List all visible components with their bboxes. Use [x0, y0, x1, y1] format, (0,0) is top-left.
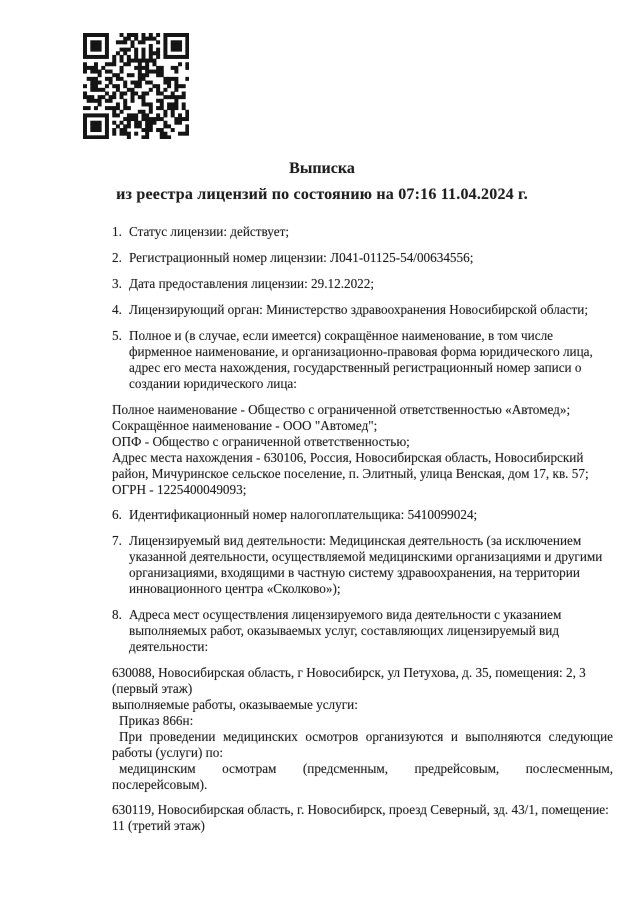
text-line: Адрес места нахождения - 630106, Россия, Новосибирская область, Новосибирский район, Мичуринское сельское поселение, п. Элитный, улица Венская, дом 17, кв. 57; [112, 450, 589, 481]
paragraph [112, 802, 613, 834]
text-line: 630088, Новосибирская область, г Новосибирск, ул Петухова, д. 35, помещения: 2, 3 (первый этаж) [112, 665, 586, 696]
text-line: Сокращённое наименование - ООО "Автомед"; [112, 418, 378, 433]
numbered-item [112, 276, 613, 292]
item-number: 6. [112, 507, 122, 522]
numbered-item [112, 507, 613, 523]
numbered-item [112, 607, 613, 655]
text-line: ОГРН - 1225400049093; [112, 482, 247, 497]
item-number: 1. [112, 224, 122, 239]
item-number: 2. [112, 250, 122, 265]
item-text: Лицензируемый вид деятельности: Медицинская деятельность (за исключением указанной деятельности, осуществляемой медицинскими организациями и другими организациями, входящими в частную систему здравоохранения, на территории инновационного центра «Сколково»); [129, 533, 603, 596]
numbered-item [112, 224, 613, 240]
text-line: Приказ 866н: [119, 713, 194, 728]
numbered-item [112, 533, 613, 597]
item-number: 7. [112, 533, 122, 548]
text-line: работы (услуги) по: [112, 745, 223, 760]
text-line: выполняемые работы, оказываемые услуги: [112, 697, 358, 712]
numbered-item [112, 328, 613, 392]
item-text: Статус лицензии: действует; [129, 224, 289, 239]
text-line: При проведении медицинских осмотров организуются и выполняются следующие [119, 729, 613, 744]
title-line-1: Выписка [289, 160, 355, 177]
item-number: 8. [112, 607, 122, 622]
item-number: 5. [112, 328, 122, 343]
paragraph [112, 665, 613, 793]
item-text: Полное и (в случае, если имеется) сокращённое наименование, в том числе фирменное наименование, и организационно-правовая форма юридического лица, адрес его места нахождения, государственный регистрационный номер записи о создании юридического лица: [129, 328, 593, 391]
document-body [112, 224, 613, 843]
text-line: медицинским осмотрам (предсменным, предрейсовым, послесменным, [119, 761, 613, 776]
title-line-2: из реестра лицензий по состоянию на 07:16 11.04.2024 г. [116, 186, 528, 203]
text-line: ОПФ - Общество с ограниченной ответственностью; [112, 434, 410, 449]
item-text: Регистрационный номер лицензии: Л041-01125-54/00634556; [129, 250, 474, 265]
item-text: Дата предоставления лицензии: 29.12.2022; [129, 276, 375, 291]
qr-code-icon [83, 33, 189, 139]
item-number: 4. [112, 302, 122, 317]
text-line: Полное наименование - Общество с ограниченной ответственностью «Автомед»; [112, 402, 571, 417]
text-line: 630119, Новосибирская область, г. Новосибирск, проезд Северный, зд. 43/1, помещение: 11 (третий этаж) [112, 802, 609, 833]
item-text: Идентификационный номер налогоплательщика: 5410099024; [129, 507, 478, 522]
item-text: Адреса мест осуществления лицензируемого вида деятельности с указанием выполняемых работ, оказываемых услуг, составляющих лицензируемый вид деятельности: [129, 607, 562, 654]
text-line: послерейсовым). [112, 777, 208, 792]
document-title [0, 160, 644, 203]
paragraph [112, 402, 613, 498]
numbered-item [112, 250, 613, 266]
item-number: 3. [112, 276, 122, 291]
item-text: Лицензирующий орган: Министерство здравоохранения Новосибирской области; [129, 302, 589, 317]
numbered-item [112, 302, 613, 318]
